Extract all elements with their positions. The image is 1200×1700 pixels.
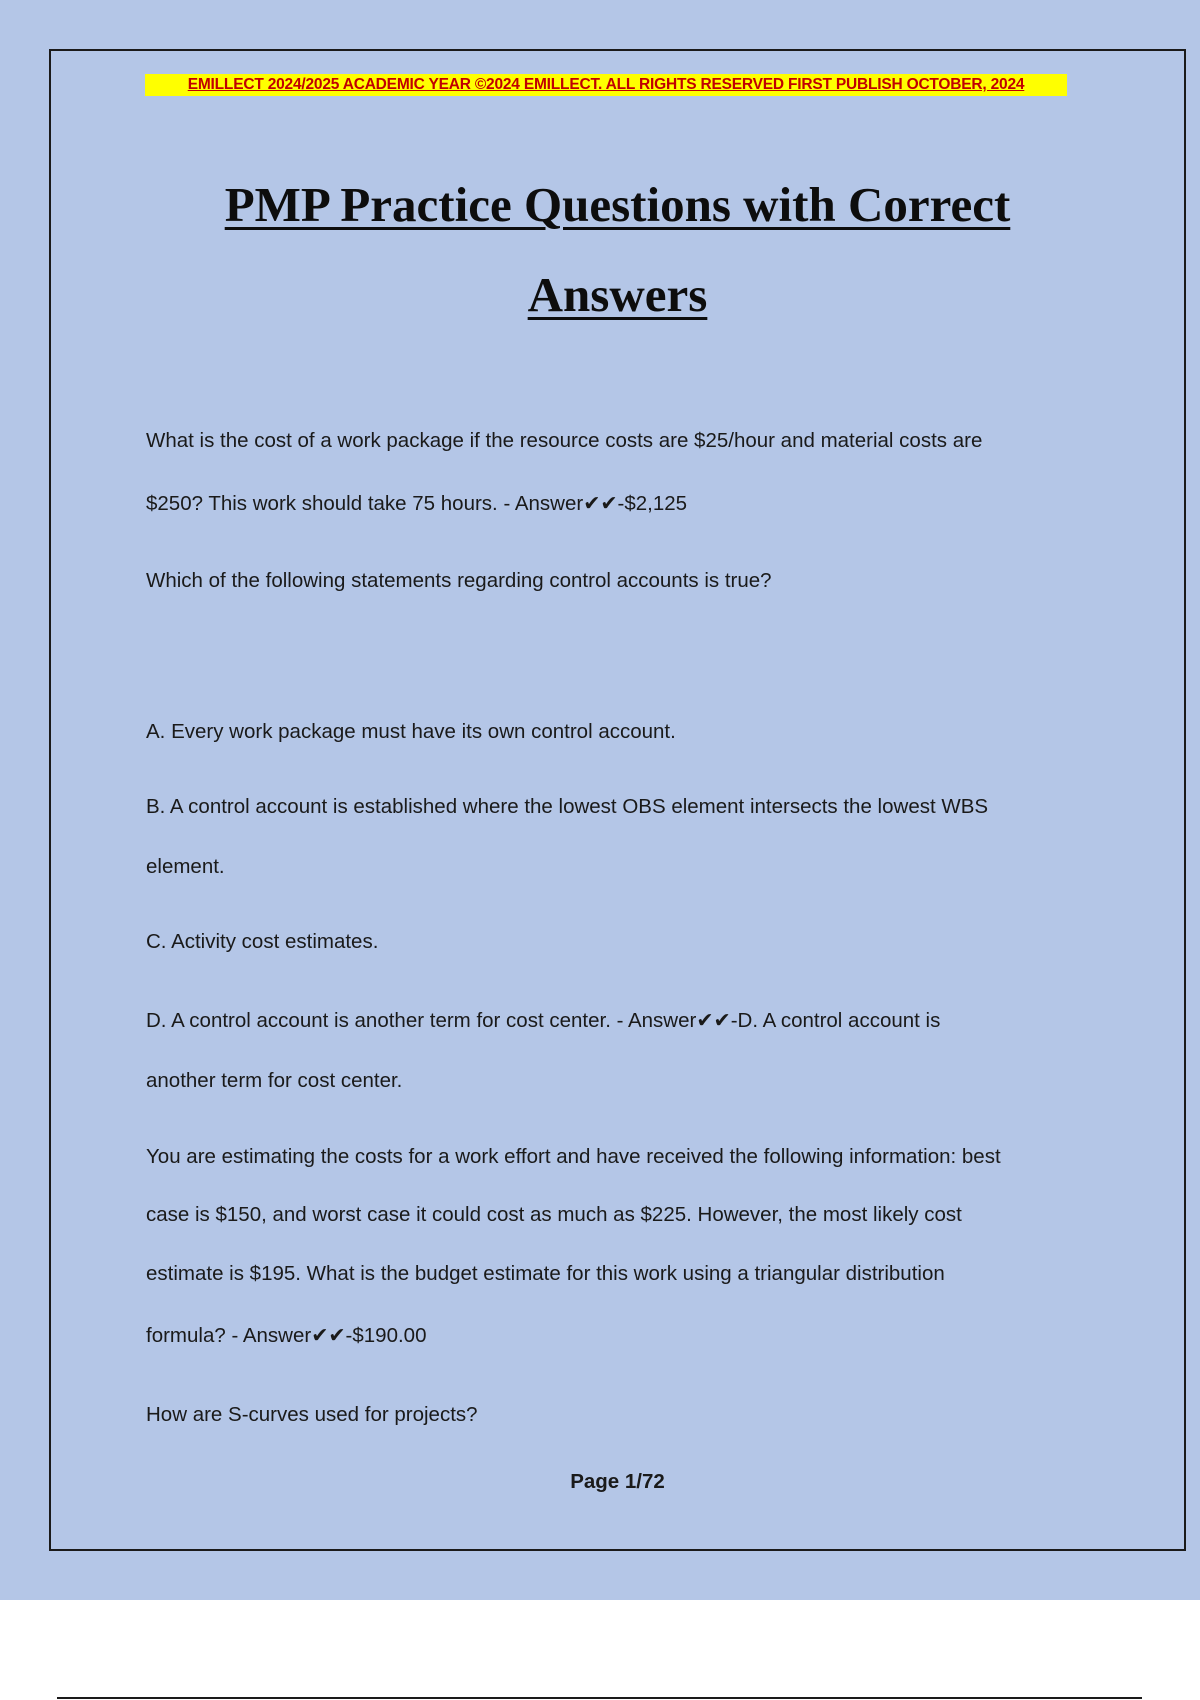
question-3-line-3: estimate is $195. What is the budget estimate for this work using a triangular distribution <box>146 1262 945 1285</box>
option-d-line-2: another term for cost center. <box>146 1069 403 1092</box>
question-1-line-1: What is the cost of a work package if the resource costs are $25/hour and material costs are <box>146 429 983 452</box>
option-b-line-1: B. A control account is established where the lowest OBS element intersects the lowest WBS <box>146 795 989 818</box>
title-line-2: Answers <box>527 267 708 322</box>
question-3-line-2: case is $150, and worst case it could cost as much as $225. However, the most likely cost <box>146 1203 962 1226</box>
question-1-line-2: $250? This work should take 75 hours. - Answer✔✔-$2,125 <box>146 492 688 515</box>
question-3-line-1: You are estimating the costs for a work effort and have received the following information: best <box>146 1145 1001 1168</box>
option-b-line-2: element. <box>146 855 225 878</box>
copyright-banner: EMILLECT 2024/2025 ACADEMIC YEAR ©2024 EMILLECT. ALL RIGHTS RESERVED FIRST PUBLISH OCTOBER, 2024 <box>145 74 1067 96</box>
page-number: Page 1/72 <box>570 1470 665 1493</box>
bottom-divider <box>57 1697 1142 1699</box>
option-a: A. Every work package must have its own control account. <box>146 720 676 743</box>
option-d-line-1: D. A control account is another term for cost center. - Answer✔✔-D. A control account is <box>146 1009 941 1032</box>
document-title <box>100 160 1135 340</box>
option-c: C. Activity cost estimates. <box>146 930 379 953</box>
title-line-1: PMP Practice Questions with Correct <box>224 177 1011 232</box>
question-4-text: How are S-curves used for projects? <box>146 1403 478 1426</box>
question-2-text: Which of the following statements regarding control accounts is true? <box>146 569 772 592</box>
question-3-line-4: formula? - Answer✔✔-$190.00 <box>146 1324 427 1347</box>
